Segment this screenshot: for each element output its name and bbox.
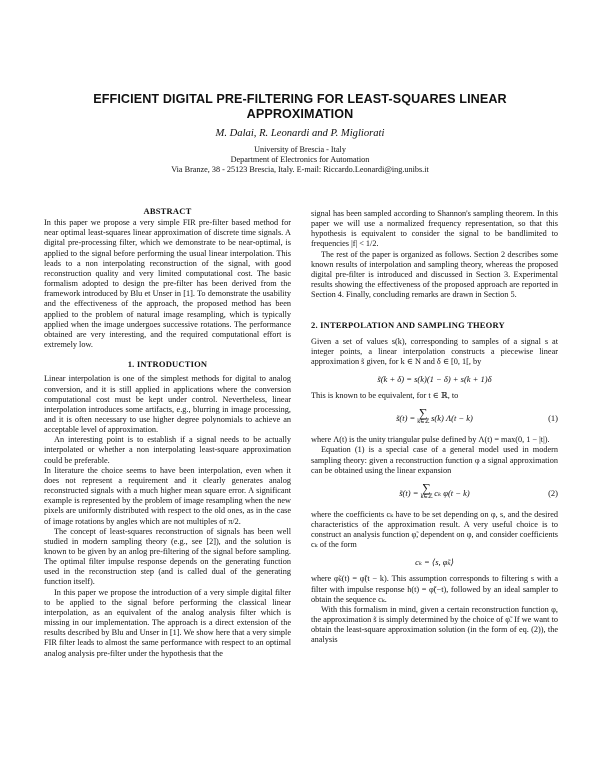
equation-2 xyxy=(311,480,558,502)
section-2-paragraph-6: where φ̃ₖ(t) = φ̃(t − k). This assumption corresponds to filtering s with a filter with impulse response h(t) = φ̃(−t), followed by an ideal sampler to obtain the sequence cₖ. xyxy=(311,574,558,604)
intro-paragraph-5: In this paper we propose the introduction of a very simple digital filter to be applied to the signal before performing the classical linear interpolation, as an equivalent of the analog analysis filter which is missing in our implementation. The approach is a direct extension of the results described by Blu and Unser in [1]. We show here that a very simple FIR filter leads to almost the same performance with respect to an optimal analog analysis pre-filter under the hypothesis that the xyxy=(44,587,291,658)
right-paragraph-1: signal has been sampled according to Shannon's sampling theorem. In this paper we will use a normalized frequency representation, so that this hypothesis is equivalent to consider the signal to be bandlimited to frequencies |f| < 1/2. xyxy=(311,209,558,249)
introduction-heading: 1. INTRODUCTION xyxy=(127,359,208,370)
equation-1-sum-index: k∈ℤ xyxy=(417,419,430,426)
equation-0-body: s̃(k + δ) = s(k)(1 − δ) + s(k + 1)δ xyxy=(377,373,492,384)
section-2-heading: 2. INTERPOLATION AND SAMPLING THEORY xyxy=(311,320,505,331)
affiliation-university: University of Brescia - Italy xyxy=(254,145,346,154)
paper-title xyxy=(60,92,540,122)
section-2-paragraph-3: where Λ(t) is the unity triangular pulse defined by Λ(t) = max(0, 1 − |t|). xyxy=(311,435,550,445)
right-column xyxy=(311,209,558,646)
summation-symbol: ∑ xyxy=(422,480,431,495)
equation-2-number: (2) xyxy=(548,487,558,498)
section-2-paragraph-4: Equation (1) is a special case of a general model used in modern sampling theory: given a reconstruction function φ a signal approximation can be obtained using the linear expansion xyxy=(311,445,558,475)
section-2-paragraph-2: This is known to be equivalent, for t ∈ ℝ, to xyxy=(311,391,459,401)
equation-2-sum-index: k∈ℤ xyxy=(420,493,433,500)
section-2-paragraph-5: where the coefficients cₖ have to be set depending on φ, s, and the desired characteristics of the approximation result. A very useful choice is to construct an analysis function φ̃, dependent on φ, and consider coefficients cₖ of the form xyxy=(311,509,558,550)
equation-3-body: cₖ = ⟨s, φ̃ₖ⟩ xyxy=(415,557,454,568)
abstract-text: In this paper we propose a very simple FIR pre-filter based method for near optimal least-squares linear approximation of discrete time signals. A digital pre-processing filter, which we demonstrate to be near-optimal, is applied to the signal before performing the usual linear interpolation. This leads to a non interpolating reconstruction of the signal, with good reconstruction quality and very limited computational cost. The basic formalism adopted to design the pre-filter has been derived from the framework introduced by Blu et Unser in [1]. To demonstrate the usability and the effectiveness of the approach, the proposed method has been applied to the problem of natural image resampling, which is typically applied when the image undergoes successive rotations. The performance obtained are very interesting, and the required computational effort is extremely low. xyxy=(44,218,291,350)
equation-2-lhs: s̃(t) = xyxy=(399,487,419,498)
authors: M. Dalai, R. Leonardi and P. Migliorati xyxy=(215,128,385,139)
equation-1-sum xyxy=(417,406,430,427)
equation-1 xyxy=(311,406,558,427)
intro-paragraph-2: An interesting point is to establish if a signal needs to be actually interpolated or whether a non interpolating least-square approximation could be preferable. xyxy=(44,435,291,465)
abstract-heading: ABSTRACT xyxy=(143,206,192,216)
equation-1-rhs: s(k) Λ(t − k) xyxy=(431,413,473,424)
equation-0 xyxy=(311,372,558,386)
equation-1-number: (1) xyxy=(548,413,558,424)
intro-paragraph-3: In literature the choice seems to have been interpolation, even when it does not represent a requirement and it clearly generates analog reconstructed signals with a much higher mean square error. A significant example is represented by the problem of image resampling when the new pixels are uniformly distributed with respect to the old ones, as in the case of image rotations by angles which are not multiples of π/2. xyxy=(44,465,291,526)
right-paragraph-2: The rest of the paper is organized as follows. Section 2 describes some known results of interpolation and sampling theory, whereas the proposed digital pre-filter is introduced and discussed in Section 3. Experimental results showing the effectiveness of the proposed approach are reported in Section 4. Finally, concluding remarks are drawn in Section 5. xyxy=(311,249,558,300)
affiliation-department: Department of Electronics for Automation xyxy=(230,155,370,165)
equation-2-rhs: cₖ φ(t − k) xyxy=(434,487,470,498)
affiliation xyxy=(60,145,540,176)
equation-3 xyxy=(311,555,558,569)
left-column xyxy=(44,206,291,659)
intro-paragraph-1: Linear interpolation is one of the simplest methods for digital to analog conversion, and it is still applied in applications where the conversion computational cost must be kept under control. Nevertheless, linear interpolation introduces some artifacts, e.g., blurring in image processing, and it is often necessary to use higher degree polynomials to achieve an acceptable level of approximation. xyxy=(44,374,291,435)
section-2-paragraph-1: Given a set of values s(k), corresponding to samples of a signal s at integer points, a linear interpolation constructs a piecewise linear approximation s̃ given, for k ∈ N and δ ∈ [0, 1[, by xyxy=(311,336,558,366)
summation-symbol: ∑ xyxy=(418,406,428,421)
title-line-2: APPROXIMATION xyxy=(246,107,354,121)
intro-paragraph-4: The concept of least-squares reconstruction of signals has been well studied in modern sampling theory (e.g., see [2]), and the solution is known to be given by an anlog pre-filtering of the signal before sampling. The optimal filter impulse response depends on the generating function used in the reconstruction step (and is called dual of the generating function itself). xyxy=(44,526,291,587)
equation-1-lhs: s̃(t) = xyxy=(396,413,416,424)
title-line-1: EFFICIENT DIGITAL PRE-FILTERING FOR LEAST-SQUARES LINEAR xyxy=(93,92,507,106)
section-2-paragraph-7: With this formalism in mind, given a certain reconstruction function φ, the approximation s̃ is simply determined by the choice of φ̃. If we want to obtain the least-square approximation solution (in the form of eq. (2)), the analysis xyxy=(311,604,558,645)
affiliation-address: Via Branze, 38 - 25123 Brescia, Italy. E-mail: Riccardo.Leonardi@ing.unibs.it xyxy=(171,165,429,175)
equation-2-sum xyxy=(420,480,433,502)
